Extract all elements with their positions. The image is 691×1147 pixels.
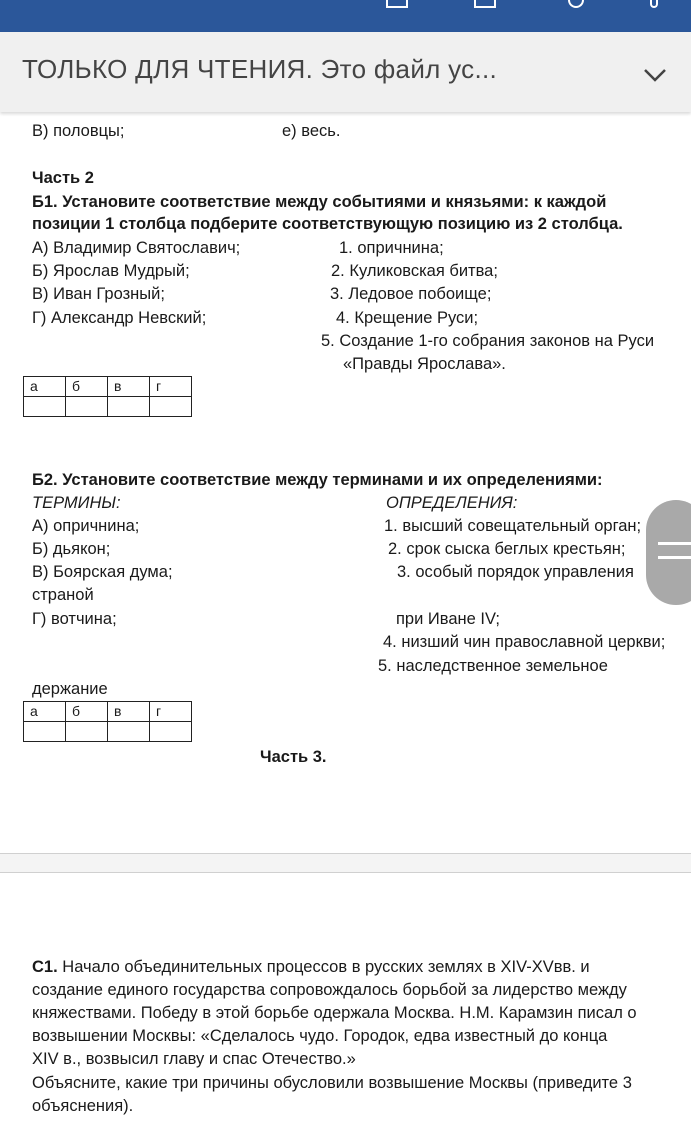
b2-term: А) опричнина; (32, 517, 140, 535)
c1-text: Начало объединительных процессов в русских землях в XIV-XVвв. и (57, 958, 590, 976)
prev-line-left: В) половцы; (32, 122, 125, 140)
b1-answer-table (23, 376, 192, 417)
table-header: в (108, 702, 150, 722)
reading-view-icon[interactable] (474, 0, 496, 8)
b1-right-item: 4. Крещение Руси; (336, 309, 479, 327)
b2-def: 3. особый порядок управления (397, 563, 634, 581)
b2-def: 1. высший совещательный орган; (384, 517, 642, 535)
table-header: а (24, 702, 66, 722)
answer-cell[interactable] (150, 397, 192, 417)
b2-tail: держание (32, 680, 108, 698)
table-header: б (66, 702, 108, 722)
b2-answer-table (23, 701, 192, 742)
b2-def: 4. низший чин православной церкви; (383, 633, 666, 651)
grip-line (658, 556, 691, 559)
b1-right-item: 1. опричнина; (339, 239, 444, 257)
b2-def: 5. наследственное земельное (378, 657, 608, 675)
table-header: г (150, 702, 192, 722)
more-icon[interactable] (650, 0, 658, 8)
table-header: г (150, 377, 192, 397)
c1-line: возвышении Москвы: «Сделалось чудо. Городок, едва известный до конца (32, 1027, 608, 1045)
c1-line: Объясните, какие три причины обусловили возвышение Москвы (приведите 3 (32, 1074, 632, 1092)
app-toolbar (0, 0, 691, 32)
c1-line: объяснения). (32, 1097, 134, 1115)
b1-left-item: В) Иван Грозный; (32, 285, 165, 303)
answer-cell[interactable] (24, 722, 66, 742)
b2-term: В) Боярская дума; (32, 563, 173, 581)
answer-cell[interactable] (66, 722, 108, 742)
answer-cell[interactable] (24, 397, 66, 417)
b1-left-item: А) Владимир Святославич; (32, 239, 241, 257)
answer-cell[interactable] (66, 397, 108, 417)
c1-line: XIV в., возвысил главу и спас Отечество.» (32, 1050, 356, 1068)
c1-line: создание единого государства сопровождалось борьбой за лидерство между (32, 981, 627, 999)
b1-right-item: 5. Создание 1-го собрания законов на Руси (321, 332, 655, 350)
b2-term: Б) дьякон; (32, 540, 111, 558)
grip-line (658, 542, 691, 545)
b1-left-item: Б) Ярослав Мудрый; (32, 262, 190, 280)
defs-heading: ОПРЕДЕЛЕНИЯ: (386, 494, 518, 512)
b1-left-item: Г) Александр Невский; (32, 309, 207, 327)
part2-title: Часть 2 (32, 169, 94, 187)
b1-right-item: 2. Куликовская битва; (331, 262, 498, 280)
c1-line (32, 956, 691, 980)
read-only-banner[interactable] (0, 32, 691, 112)
b1-question-line1: Б1. Установите соответствие между событиями и князьями: к каждой (32, 193, 607, 211)
scroll-handle-icon[interactable] (646, 500, 691, 605)
b1-right-item: 3. Ледовое побоище; (330, 285, 492, 303)
prev-line-right: е) весь. (282, 122, 341, 140)
b2-def: при Иване IV; (396, 610, 500, 628)
search-icon[interactable] (568, 0, 584, 8)
b2-term: Г) вотчина; (32, 610, 117, 628)
answer-cell[interactable] (150, 722, 192, 742)
terms-heading: ТЕРМИНЫ: (32, 494, 121, 512)
chevron-down-icon[interactable] (640, 60, 670, 90)
table-header: б (66, 377, 108, 397)
c1-line: княжествами. Победу в этой борьбе одержала Москва. Н.М. Карамзин писал о (32, 1004, 637, 1022)
page-break (0, 853, 691, 873)
read-only-text: ТОЛЬКО ДЛЯ ЧТЕНИЯ. Это файл ус... (22, 54, 498, 84)
answer-cell[interactable] (108, 722, 150, 742)
b1-question-line2: позиции 1 столбца подберите соответствующую позицию из 2 столбца. (32, 215, 623, 233)
table-header: в (108, 377, 150, 397)
answer-cell[interactable] (108, 397, 150, 417)
part3-title: Часть 3. (260, 748, 327, 766)
table-header: а (24, 377, 66, 397)
b2-question: Б2. Установите соответствие между терминами и их определениями: (32, 471, 603, 489)
b2-term: страной (32, 586, 94, 604)
page-view-icon[interactable] (386, 0, 408, 8)
b1-right-item: «Правды Ярослава». (343, 355, 506, 373)
c1-label: С1. (32, 958, 58, 976)
b2-def: 2. срок сыска беглых крестьян; (388, 540, 626, 558)
